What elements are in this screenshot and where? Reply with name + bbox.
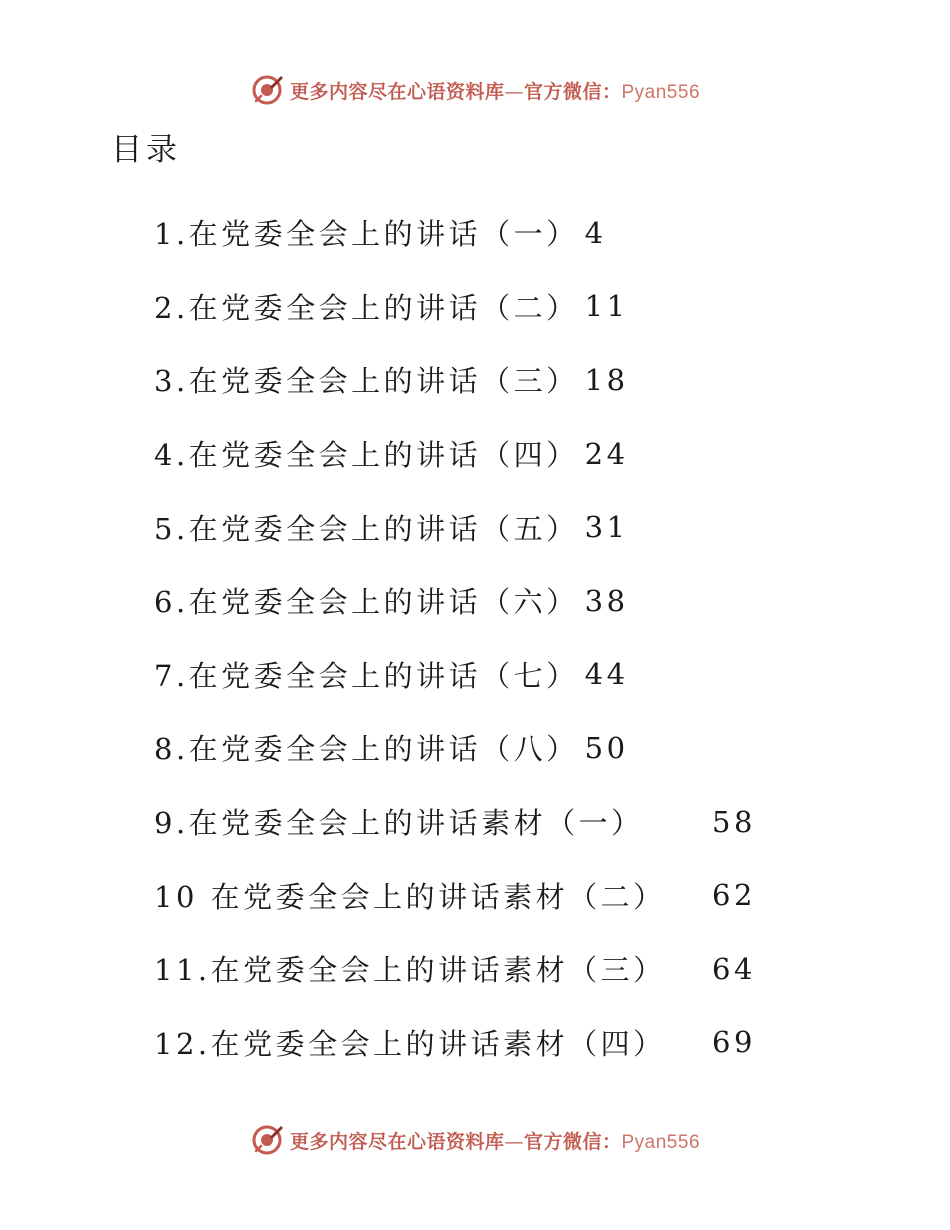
- toc-entry[interactable]: [154, 270, 794, 344]
- pen-seal-icon: [250, 73, 284, 107]
- toc-entry-page: 69: [712, 1025, 756, 1060]
- toc-entry[interactable]: [154, 1006, 794, 1080]
- toc-entry-page: 64: [712, 951, 756, 986]
- toc-entry[interactable]: [154, 785, 794, 859]
- toc-entry-page: 44: [584, 657, 629, 692]
- toc-entry-label: 5.在党委全会上的讲话（五）: [154, 511, 579, 546]
- toc-entry-label: 7.在党委全会上的讲话（七）: [154, 658, 579, 693]
- toc-entry-label: 10 在党委全会上的讲话素材（二）: [154, 879, 666, 914]
- toc-entry-page: 38: [584, 583, 629, 618]
- toc-entry[interactable]: [154, 932, 794, 1006]
- watermark-text: 更多内容尽在心语资料库—官方微信：Pyan556: [289, 80, 701, 103]
- toc-entry-label: 3.在党委全会上的讲话（三）: [154, 364, 579, 399]
- toc-entry-page: 50: [584, 730, 629, 765]
- toc-entry-page: 58: [712, 804, 756, 839]
- toc-entry-label: 11.在党委全会上的讲话素材（三）: [154, 953, 666, 988]
- toc-entry[interactable]: [154, 196, 794, 270]
- toc-entry[interactable]: [154, 343, 794, 417]
- toc-entry-label: 9.在党委全会上的讲话素材（一）: [154, 806, 644, 841]
- toc-entry[interactable]: [154, 564, 794, 638]
- toc-entry[interactable]: [154, 858, 794, 932]
- toc-entry-label: 6.在党委全会上的讲话（六）: [154, 585, 579, 620]
- footer-watermark: [0, 1120, 950, 1160]
- toc-entry-label: 1.在党委全会上的讲话（一）: [154, 217, 579, 252]
- toc-entry-page: 4: [584, 215, 607, 250]
- toc-entry[interactable]: [154, 638, 794, 712]
- toc-entry-label: 4.在党委全会上的讲话（四）: [154, 438, 579, 473]
- toc-entry-page: 31: [584, 510, 629, 545]
- header-watermark: [0, 70, 950, 110]
- toc-entry[interactable]: [154, 490, 794, 564]
- toc-entry-page: 24: [584, 436, 629, 471]
- toc-list: [154, 196, 794, 1079]
- toc-entry-label: 12.在党委全会上的讲话素材（四）: [154, 1026, 666, 1061]
- toc-entry-page: 18: [584, 362, 629, 397]
- toc-entry-page: 62: [712, 878, 756, 913]
- toc-entry[interactable]: [154, 711, 794, 785]
- toc-entry-page: 11: [584, 289, 629, 324]
- watermark-text: 更多内容尽在心语资料库—官方微信：Pyan556: [289, 1130, 701, 1153]
- toc-title: 目录: [111, 132, 181, 168]
- pen-seal-icon: [250, 1123, 284, 1157]
- toc-entry-label: 2.在党委全会上的讲话（二）: [154, 290, 579, 325]
- toc-entry-label: 8.在党委全会上的讲话（八）: [154, 732, 579, 767]
- toc-entry[interactable]: [154, 417, 794, 491]
